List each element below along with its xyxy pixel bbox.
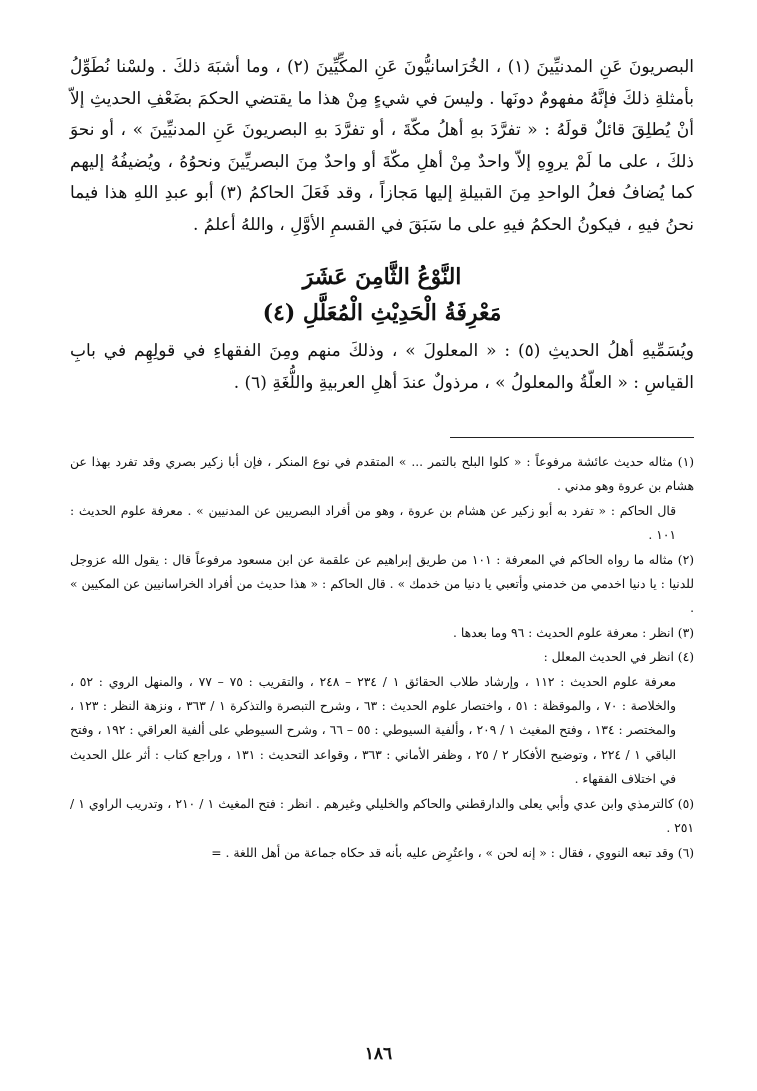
- chapter-title-heading: مَعْرِفَةُ الْحَدِيْثِ الْمُعَلَّلِ (٤): [262, 300, 502, 326]
- section-headings: [70, 259, 694, 331]
- footnote-1-continuation: قال الحاكم : « تفرد به أبو زكير عن هشام بن عروة ، وهو من أفراد البصريين عن المدنيين » . معرفة علوم الحديث : ١٠١ .: [70, 503, 676, 543]
- page-body: [70, 52, 694, 865]
- footnote-divider: [450, 437, 694, 438]
- footnote-4: (٤) انظر في الحديث المعلل :: [543, 650, 694, 665]
- intro-paragraph: ويُسَمِّيهِ أهلُ الحديثِ (٥) : « المعلولَ » ، وذلكَ منهم ومِنَ الفقهاءِ في قولِهِم في بابِ القياسِ : « العلّةُ والمعلولُ » ، مرذولٌ عندَ أهلِ العربيةِ واللُّغَةِ (٦) .: [70, 341, 694, 393]
- footnotes: [70, 450, 694, 865]
- intro-block: [70, 335, 694, 399]
- main-paragraph: البصريونَ عَنِ المدنيِّينَ (١) ، الخُرَاسانيُّونَ عَنِ المكِّيِّينَ (٢) ، وما أشبَهَ ذلكَ . ولسْنا نُطَوِّلُ بأمثلةِ ذلكَ فإنَّهُ مفهومٌ دونَها . وليسَ في شيءٍ مِنْ هذا ما يقتضي الحكمَ بضَعْفِ الحديثِ إلاّ أنْ يُطلِقَ قائلٌ قولَهُ : « تفرَّدَ بهِ أهلُ مكّةَ ، أو تفرَّدَ بهِ البصريونَ عَنِ المدنيِّينَ » ، أو نحوَ ذلكَ ، على ما لَمْ يروِهِ إلاّ واحدٌ مِنْ أهلِ مكّةَ أو واحدٌ مِنَ البصريِّينَ ونحوُهُ ، ويُضيفُهُ إليهم كما يُضافُ فعلُ الواحدِ مِنَ القبيلةِ إليها مَجازاً ، وقد فَعَلَ الحاكمُ (٣) أبو عبدِ اللهِ هذا فيما نحنُ فيهِ ، فيكونُ الحكمُ فيهِ على ما سَبَقَ في القسمِ الأوَّلِ ، واللهُ أعلمُ .: [70, 57, 694, 235]
- main-text-block: [70, 52, 694, 241]
- page-number: ١٨٦: [364, 1044, 393, 1064]
- footnote-3: (٣) انظر : معرفة علوم الحديث : ٩٦ وما بعدها .: [453, 625, 694, 640]
- footnote-2: (٢) مثاله ما رواه الحاكم في المعرفة : ١٠١ من طريق إبراهيم عن علقمة عن ابن مسعود مرفوعاً قال : يقول الله عزوجل للدنيا : يا دنيا اخدمي من خدمني وأتعبي يا دنيا من خدمك » . قال الحاكم : « هذا حديث من أفراد الخراسانيين عن المكيين » .: [70, 552, 694, 616]
- footnote-6: (٦) وقد تبعه النووي ، فقال : « إنه لحن » ، واعتُرِض عليه بأنه قد حكاه جماعة من أهل اللغة . =: [211, 845, 694, 860]
- footnote-5: (٥) كالترمذي وابن عدي وأبي يعلى والدارقطني والحاكم والخليلي وغيرهم . انظر : فتح المغيث ١ / ٢١٠ ، وتدريب الراوي ١ / ٢٥١ .: [70, 796, 694, 836]
- footnote-1: (١) مثاله حديث عائشة مرفوعاً : « كلوا البلح بالتمر ... » المتقدم في نوع المنكر ، فإن أبا زكير بصري وقد تفرد بهذا عن هشام بن عروة وهو مدني .: [70, 455, 694, 494]
- chapter-number-heading: النَّوْعُ الثَّامِنَ عَشَرَ: [302, 264, 462, 290]
- footnote-4-references: معرفة علوم الحديث : ١١٢ ، وإرشاد طلاب الحقائق ١ / ٢٣٤ – ٢٤٨ ، والتقريب : ٧٥ – ٧٧ ، والمنهل الروي : ٥٢ ، والخلاصة : ٧٠ ، والموقظة : ٥١ ، واختصار علوم الحديث : ٦٣ ، وشرح التبصرة والتذكرة ١ / ٣٦٣ ، ونزهة النظر : ١٢٣ ، والمختصر : ١٣٤ ، وفتح المغيث ١ / ٢٠٩ ، وألفية السيوطي : ٥٥ – ٦٦ ، وشرح السيوطي على ألفية العراقي : ١٩٢ ، وفتح الباقي ١ / ٢٢٤ ، وتوضيح الأفكار ٢ / ٢٥ ، وظفر الأماني : ٣٦٣ ، وقواعد التحديث : ١٣١ ، وراجع كتاب : أثر علل الحديث في اختلاف الفقهاء .: [70, 674, 677, 787]
